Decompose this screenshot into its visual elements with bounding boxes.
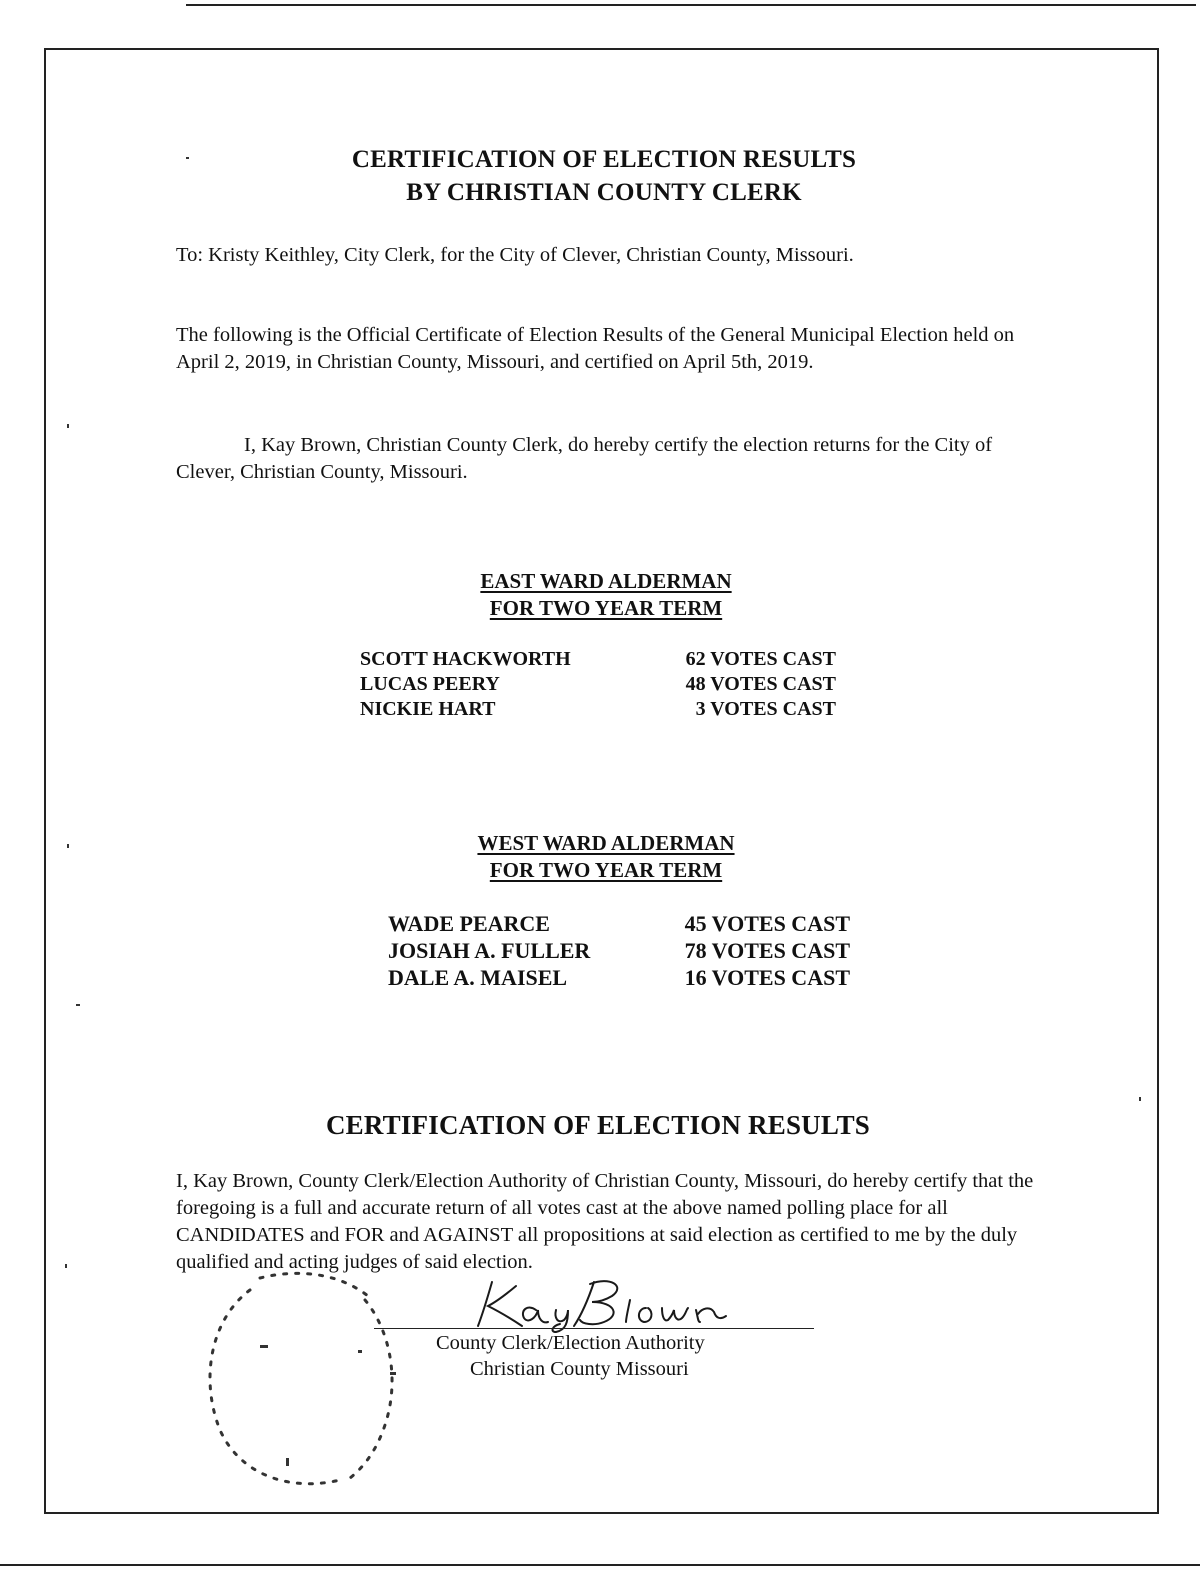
- intro-paragraph: The following is the Official Certificate of Election Results of the General Municipal Election held on April 2, 2019, in Christian County, Missouri, and certified on April 5th, 2019.: [176, 324, 1015, 373]
- scan-speck: [186, 157, 189, 159]
- signature-line: [374, 1328, 814, 1329]
- candidate-votes: 48 VOTES CAST: [685, 673, 836, 695]
- candidate-votes: 62 VOTES CAST: [685, 648, 836, 670]
- east-ward-heading: EAST WARD ALDERMAN FOR TWO YEAR TERM: [480, 569, 732, 620]
- candidate-name: SCOTT HACKWORTH: [360, 648, 571, 670]
- certification-paragraph: I, Kay Brown, County Clerk/Election Authority of Christian County, Missouri, do hereby certify that the foregoing is a full and accurate return of all votes cast at the above named polling place for all CANDIDATES and FOR and AGAINST all propositions at said election as certified to me by the duly qualified and acting judges of said election.: [176, 1170, 1034, 1273]
- west-ward-heading: WEST WARD ALDERMAN FOR TWO YEAR TERM: [477, 831, 735, 882]
- east-candidate-row: [0, 673, 1200, 699]
- bottom-scan-rule: [0, 1564, 1200, 1566]
- document-subtitle: BY CHRISTIAN COUNTY CLERK: [406, 179, 802, 206]
- candidate-votes: 78 VOTES CAST: [684, 938, 850, 963]
- signature-place: Christian County Missouri: [470, 1358, 689, 1380]
- east-candidate-row: [0, 648, 1200, 674]
- west-candidate-row: [0, 965, 1200, 993]
- clerk-certify-paragraph: I, Kay Brown, Christian County Clerk, do hereby certify the election returns for the City of Clever, Christian County, Missouri.: [176, 434, 993, 483]
- candidate-name: JOSIAH A. FULLER: [388, 938, 591, 963]
- scan-speck: [67, 424, 69, 428]
- county-seal-stamp: [190, 1260, 420, 1500]
- scan-speck: [67, 844, 69, 848]
- scan-speck: [65, 1264, 67, 1268]
- candidate-name: WADE PEARCE: [388, 911, 550, 936]
- certification-heading: CERTIFICATION OF ELECTION RESULTS: [325, 1110, 871, 1140]
- document-title: CERTIFICATION OF ELECTION RESULTS: [351, 146, 857, 173]
- signature-title: County Clerk/Election Authority: [436, 1332, 705, 1354]
- candidate-votes: 16 VOTES CAST: [684, 965, 850, 990]
- west-candidate-row: [0, 911, 1200, 939]
- candidate-votes: 45 VOTES CAST: [684, 911, 850, 936]
- candidate-name: DALE A. MAISEL: [388, 965, 568, 990]
- addressee-line: To: Kristy Keithley, City Clerk, for the City of Clever, Christian County, Missouri.: [176, 244, 854, 266]
- candidate-name: NICKIE HART: [360, 698, 496, 720]
- candidate-name: LUCAS PEERY: [360, 673, 500, 695]
- signature-image: [470, 1272, 730, 1334]
- scan-speck: [1139, 1097, 1141, 1101]
- west-candidate-row: [0, 938, 1200, 966]
- east-candidate-row: [0, 698, 1200, 724]
- scan-speck: [76, 1004, 80, 1006]
- top-scan-rule: [186, 4, 1196, 6]
- candidate-votes: 3 VOTES CAST: [695, 698, 836, 720]
